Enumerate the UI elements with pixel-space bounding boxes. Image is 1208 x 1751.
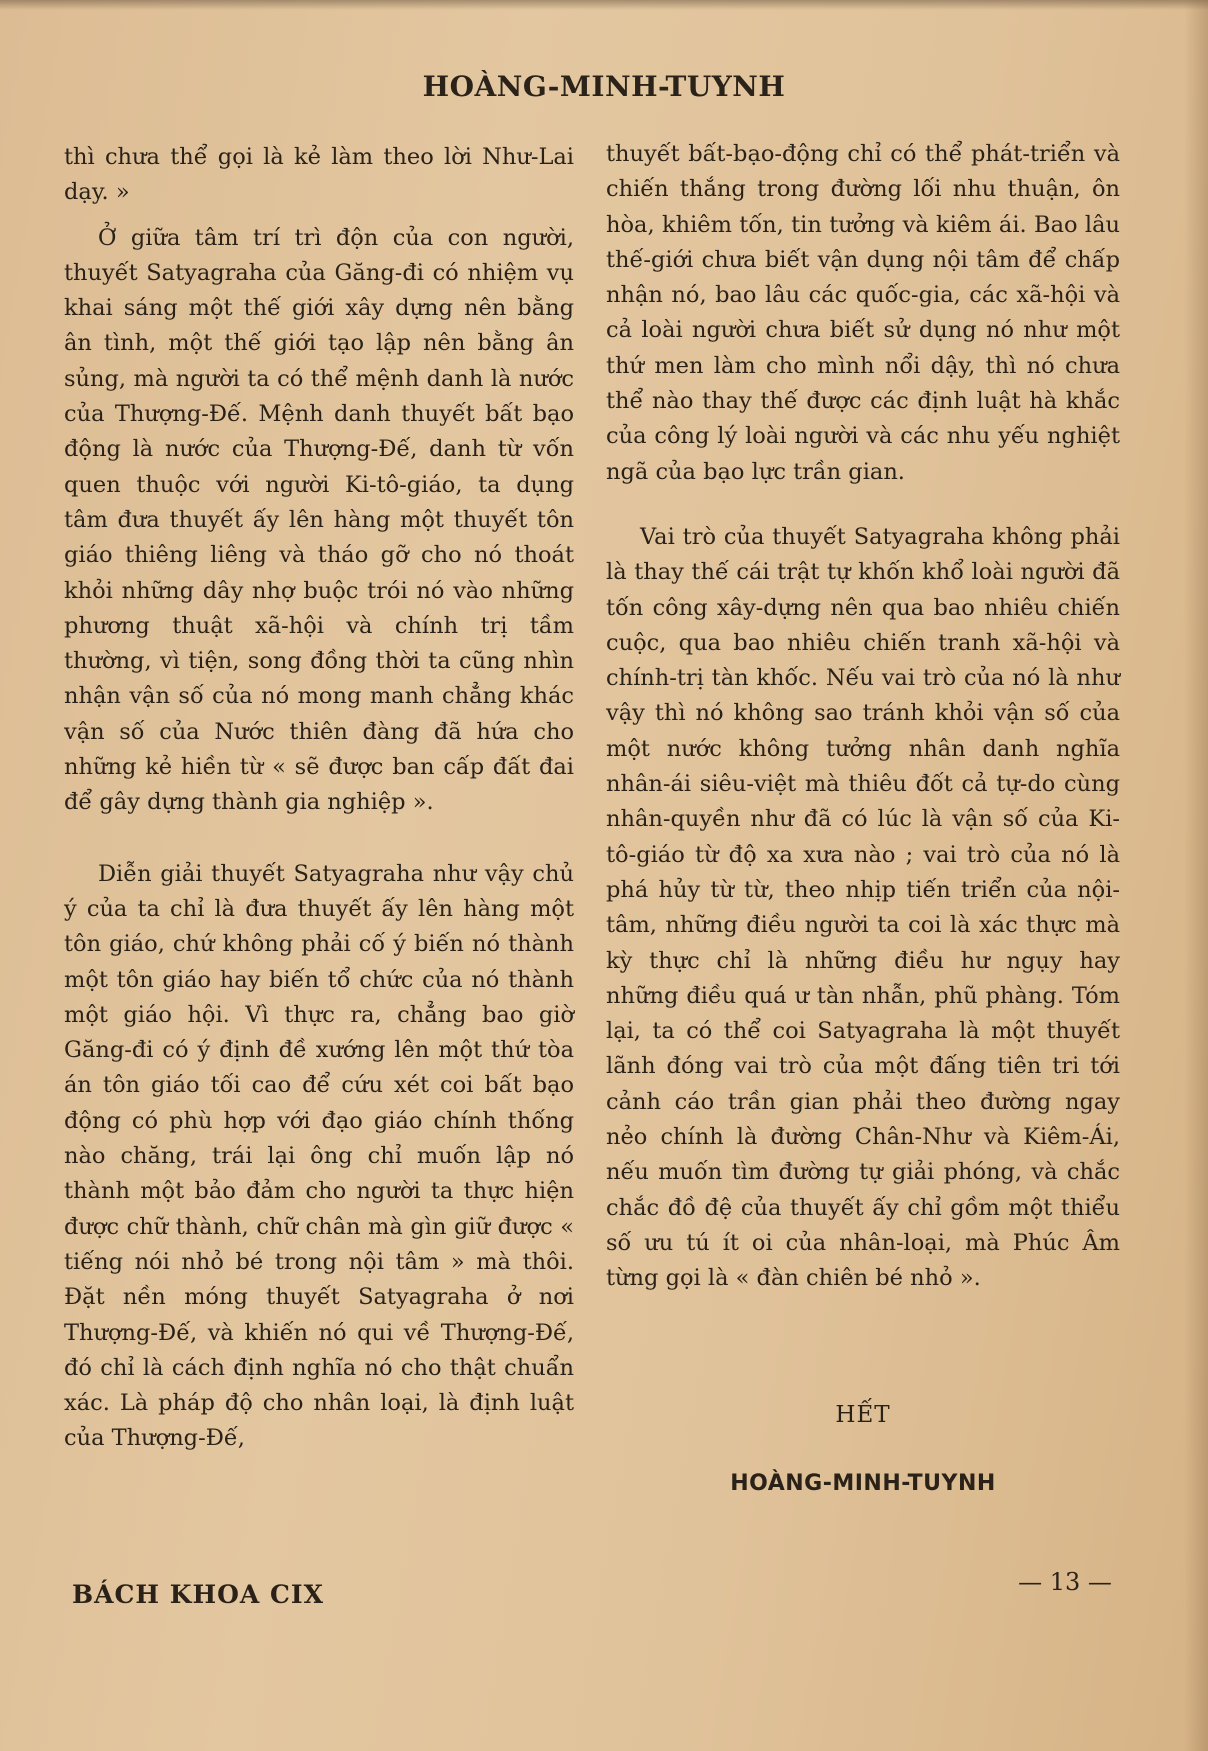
left-paragraph-3: Diễn giải thuyết Satyagraha như vậy chủ ý của ta chỉ là đưa thuyết ấy lên hàng một tôn giáo, chứ không phải cố ý biến nó thành một tôn giáo hay biến tổ chức của nó thành một giáo hội. Vì thực ra, chẳng bao giờ Găng-đi có ý định đề xướng lên một thứ tòa án tôn giáo tối cao để cứu xét coi bất bạo động có phù hợp với đạo giáo chính thống nào chăng, trái lại ông chỉ muốn lập nó thành một bảo đảm cho người ta thực hiện được chữ thành, chữ chân mà gìn giữ được « tiếng nói nhỏ bé trong nội tâm » mà thôi. Đặt nền móng thuyết Satyagraha ở nơi Thượng-Đế, và khiến nó qui về Thượng-Đế, đó chỉ là cách định nghĩa nó cho thật chuẩn xác. Là pháp độ cho nhân loại, là định luật của Thượng-Đế,: [64, 860, 574, 1452]
right-column: [606, 137, 1120, 1297]
page-edge-shadow: [1184, 0, 1208, 1751]
page-number: — 13 —: [1018, 1568, 1112, 1596]
left-column: [64, 140, 574, 1457]
right-paragraph-2: Vai trò của thuyết Satyagraha không phải là thay thế cái trật tự khốn khổ loài người đã tốn công xây-dựng nên qua bao nhiêu chiến cuộc, qua bao nhiêu chiến tranh xã-hội và chính-trị tàn khốc. Nếu vai trò của nó là như vậy thì nó không sao tránh khỏi vận số của một nước không tưởng nhân danh nghĩa nhân-ái siêu-việt mà thiêu đốt cả tự-do cùng nhân-quyền như đã có lúc là vận số của Ki-tô-giáo từ độ xa xưa nào ; vai trò của nó là phá hủy từ từ, theo nhịp tiến triển của nội-tâm, những điều người ta coi là xác thực mà kỳ thực chỉ là những điều hư ngụy hay những điều quá ư tàn nhẫn, phũ phàng. Tóm lại, ta có thể coi Satyagraha là một thuyết lãnh đóng vai trò của một đấng tiên tri tới cảnh cáo trần gian phải theo đường ngay nẻo chính là đường Chân-Như và Kiêm-Ái, nếu muốn tìm đường tự giải phóng, và chắc chắc đồ đệ của thuyết ấy chỉ gồm một thiểu số ưu tú ít oi của nhân-loại, mà Phúc Âm từng gọi là « đàn chiên bé nhỏ ».: [606, 523, 1120, 1292]
right-paragraph-1: thuyết bất-bạo-động chỉ có thể phát-triển và chiến thắng trong đường lối nhu thuận, ôn hòa, khiêm tốn, tin tưởng và kiêm ái. Bao lâu thế-giới chưa biết vận dụng nội tâm để chấp nhận nó, bao lâu các quốc-gia, các xã-hội và cả loài người chưa biết sử dụng nó như một thứ men làm cho mình nổi dậy, thì nó chưa thể nào thay thế được các định luật hà khắc của công lý loài người và các nhu yếu nghiệt ngã của bạo lực trần gian.: [606, 141, 1120, 485]
page-top-shadow: [0, 0, 1208, 10]
left-paragraph-1: thì chưa thể gọi là kẻ làm theo lời Như-Lai dạy. »: [64, 144, 574, 206]
end-mark: HẾT: [835, 1402, 891, 1428]
author-signature: HOÀNG-MINH-TUYNH: [730, 1471, 996, 1496]
left-paragraph-2: Ở giữa tâm trí trì độn của con người, thuyết Satyagraha của Găng-đi có nhiệm vụ khai sáng một thế giới xây dựng nên bằng ân tình, một thế giới tạo lập nên bằng ân sủng, mà người ta có thể mệnh danh là nước của Thượng-Đế. Mệnh danh thuyết bất bạo động là nước của Thượng-Đế, danh từ vốn quen thuộc với người Ki-tô-giáo, ta dụng tâm đưa thuyết ấy lên hàng một thuyết tôn giáo thiêng liêng và tháo gỡ cho nó thoát khỏi những dây nhợ buộc trói nó vào những phương thuật xã-hội và chính trị tầm thường, vì tiện, song đồng thời ta cũng nhìn nhận vận số của nó mong manh chẳng khác vận số của Nước thiên đàng đã hứa cho những kẻ hiền từ « sẽ được ban cấp đất đai để gây dựng thành gia nghiệp ».: [64, 224, 574, 816]
running-title: HOÀNG-MINH-TUYNH: [422, 70, 786, 103]
publication-footer: BÁCH KHOA CIX: [72, 1580, 324, 1609]
